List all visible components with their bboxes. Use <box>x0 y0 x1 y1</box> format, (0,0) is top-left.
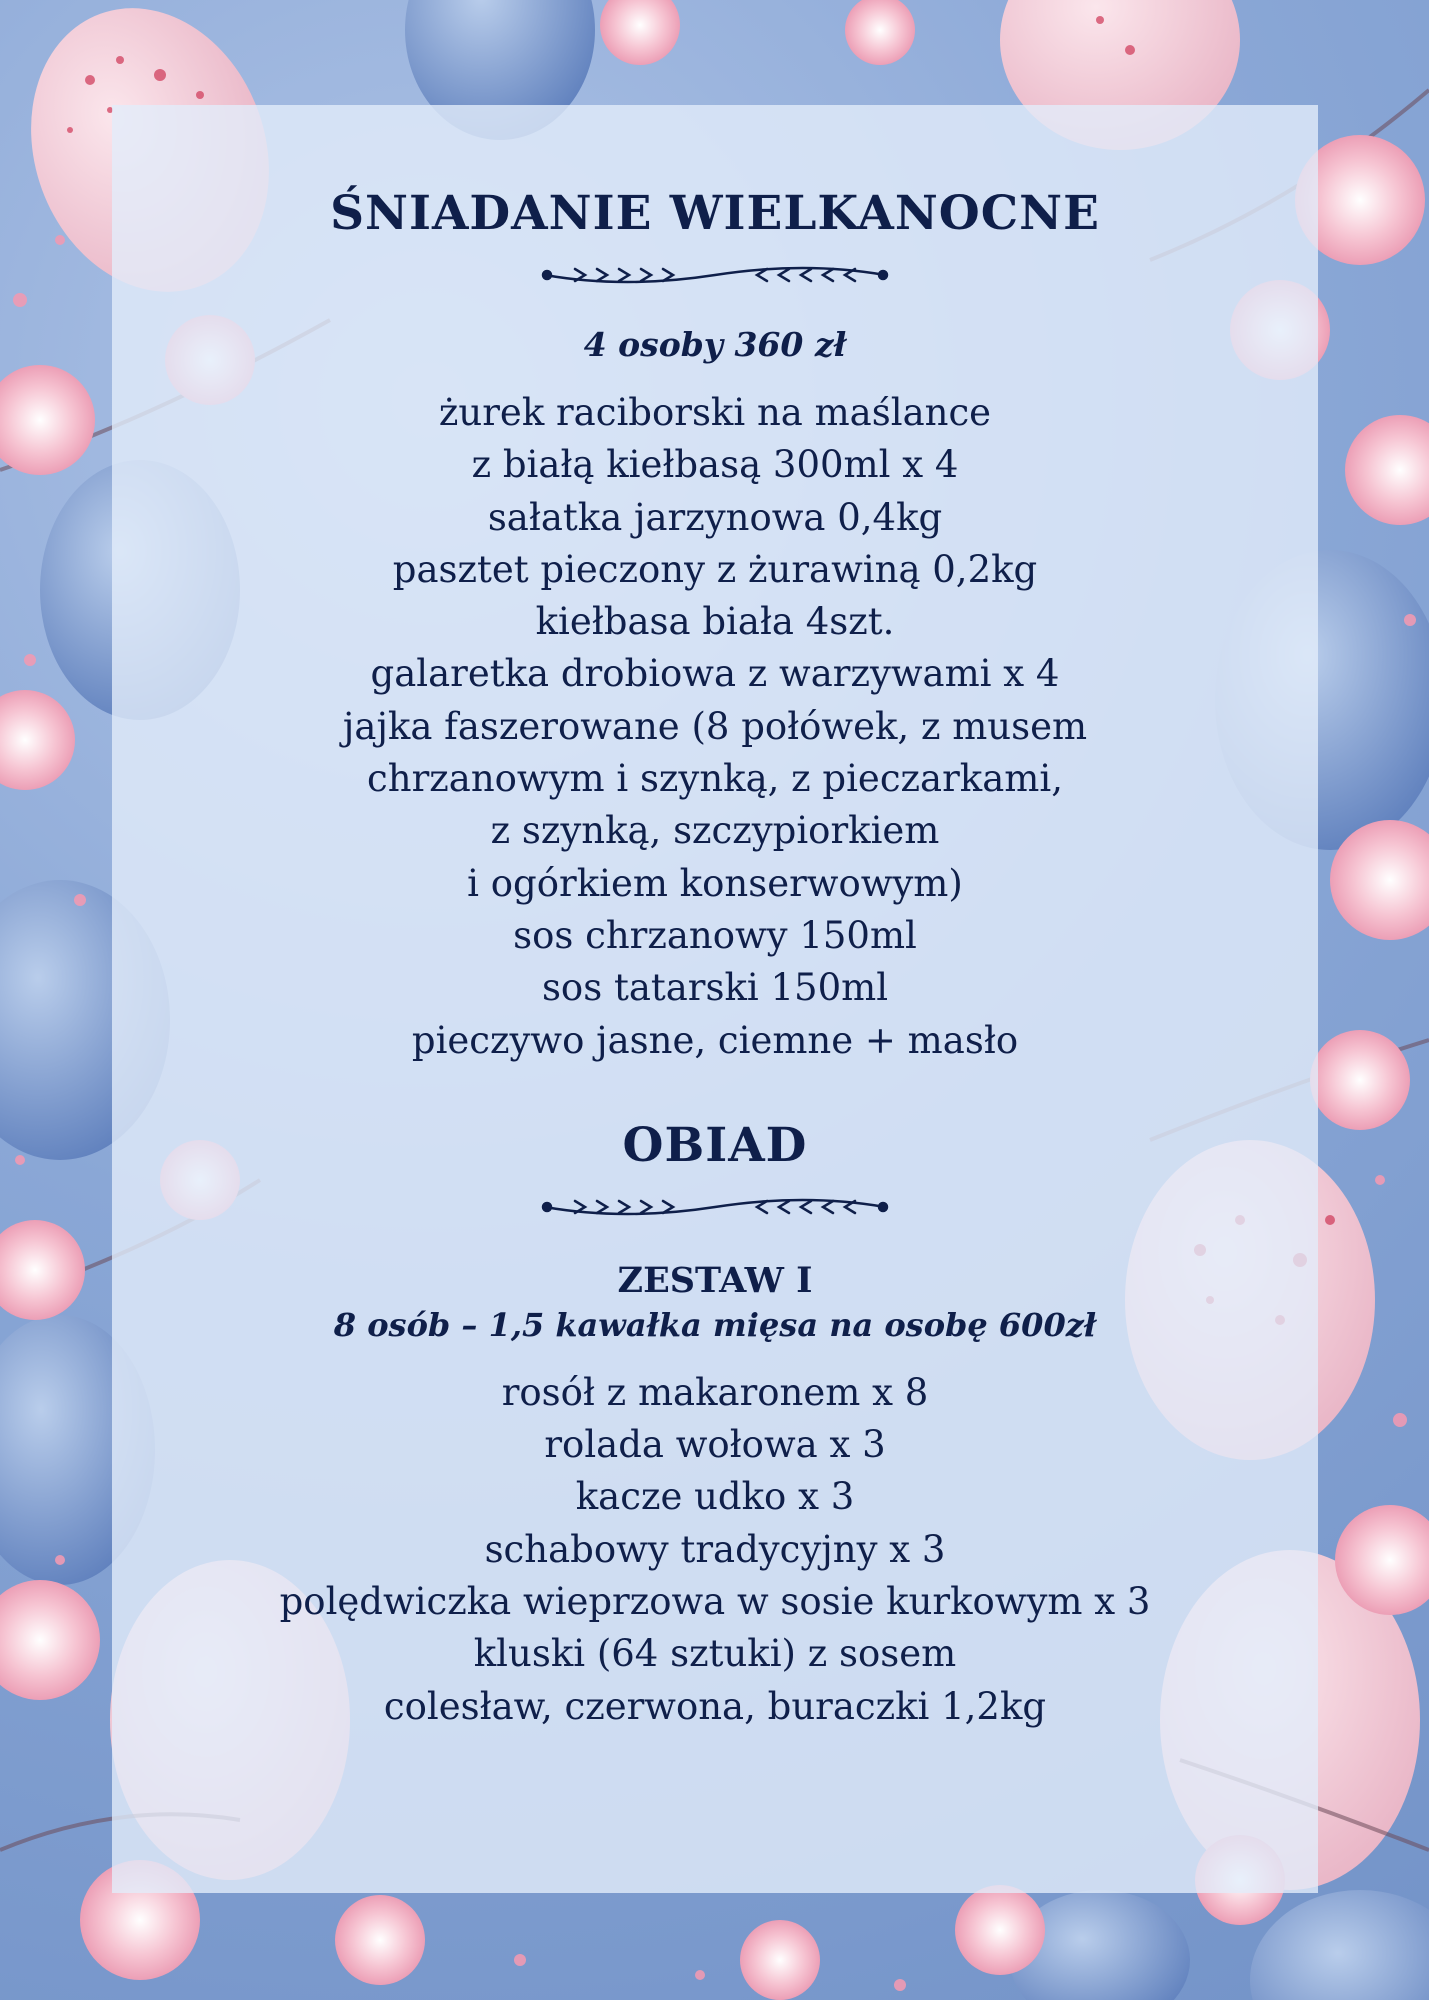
set-serving: 8 osób – 1,5 kawałka mięsa na osobę 600zł <box>333 1305 1097 1344</box>
breakfast-list <box>112 387 1318 1067</box>
lunch-title: OBIAD <box>622 1117 808 1173</box>
breakfast-title: ŚNIADANIE WIELKANOCNE <box>330 186 1100 241</box>
list-item: z szynką, szczypiorkiem <box>490 809 940 853</box>
flourish-divider-icon <box>535 255 895 295</box>
list-item: sos tatarski 150ml <box>541 966 889 1010</box>
menu-content <box>112 105 1318 1733</box>
list-item: kluski (64 sztuki) z sosem <box>473 1632 957 1676</box>
list-item: kacze udko x 3 <box>575 1475 855 1519</box>
list-item: pasztet pieczony z żurawiną 0,2kg <box>392 547 1038 591</box>
list-item: colesław, czerwona, buraczki 1,2kg <box>383 1684 1047 1728</box>
list-item: chrzanowym i szynką, z pieczarkami, <box>367 757 1063 801</box>
list-item: kiełbasa biała 4szt. <box>535 600 895 644</box>
list-item: pieczywo jasne, ciemne + masło <box>411 1018 1019 1062</box>
list-item: z białą kiełbasą 300ml x 4 <box>471 443 959 487</box>
set-title: ZESTAW I <box>617 1259 813 1301</box>
list-item: sałatka jarzynowa 0,4kg <box>487 495 943 539</box>
list-item: i ogórkiem konserwowym) <box>467 861 963 905</box>
list-item: schabowy tradycyjny x 3 <box>484 1527 946 1571</box>
list-item: polędwiczka wieprzowa w sosie kurkowym x 3 <box>279 1580 1151 1624</box>
list-item: jajka faszerowane (8 połówek, z musem <box>342 704 1088 748</box>
list-item: rosół z makaronem x 8 <box>501 1370 929 1414</box>
flourish-divider-icon <box>535 1187 895 1227</box>
list-item: żurek raciborski na maślance <box>438 391 992 434</box>
list-item: galaretka drobiowa z warzywami x 4 <box>370 652 1060 696</box>
list-item: rolada wołowa x 3 <box>544 1423 886 1467</box>
list-item: sos chrzanowy 150ml <box>513 913 917 957</box>
breakfast-serving: 4 osoby 360 zł <box>583 325 847 364</box>
lunch-list <box>112 1367 1318 1733</box>
